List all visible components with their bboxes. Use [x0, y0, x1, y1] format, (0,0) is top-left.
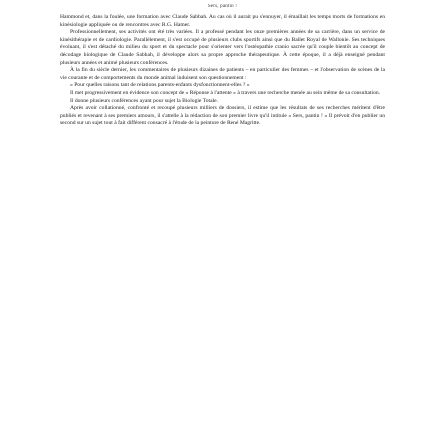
paragraph: Après avoir collationné, confronté et recoupé plusieurs milliers de dossiers, il estime que les résultats de ses recherches méritent d'être publiés et revenant à ses premiers amours, il s'attelle à la rédaction de son premier livre qu'il intitule « Sers, pantin ! » Il prévoit d'en publier un second sur un sujet tout à fait différent consacré à l'étude de la peinture de René Magritte.	[60, 105, 385, 127]
paragraph: À la fin du siècle dernier, les commentaires de plusieurs dizaines de patients – en particulier des femmes – et l'observation de scènes de la vie courante et de comportements du monde animal induisent son questionnement :	[60, 67, 385, 81]
paragraph: Il donne plusieurs conférences ayant pour sujet la Biologie Totale.	[70, 97, 219, 104]
paragraph: Il met progressivement en évidence son concept de « Réponse à l'attente » à travers une recherche menée au sein même de sa consultation.	[70, 89, 381, 96]
paragraph: « Pour quelles raisons tant de relations parents-enfants dysfonctionnent-elles ? »	[70, 82, 250, 89]
running-head: Sers, pantin !	[207, 4, 238, 9]
paragraph: Hammond et, dans la foulée, une formation avec Claude Sabbah. Au cas où il aurait pu s'ennuyer, il émaillait les temps morts de formations en kinésiologie appliquée ou de rencontres avec R.G. Hamer.	[60, 14, 385, 28]
paragraph: Professionnellement, ses activités ont été très variées. Il a professé pendant les onze premières années de sa carrière, dans un service de kinésithérapie et de cardiologie. Parallèlement, il s'est occupé de plusieurs clubs sportifs ainsi que du Ballet Royal de Wallonie. Ses techniques évoluant, il s'est détaché du milieu du sport et du spectacle pour s'orienter vers l'ostéopathie cranio sacrée qu'il couple bientôt au concept de décodage biologique de Claude Sabbah, il développe alors sa propre approche thérapeutique. À cette époque, il a déjà enseigné pendant plusieurs années et animé plusieurs conférences.	[60, 29, 385, 66]
book-page	[60, 4, 385, 444]
